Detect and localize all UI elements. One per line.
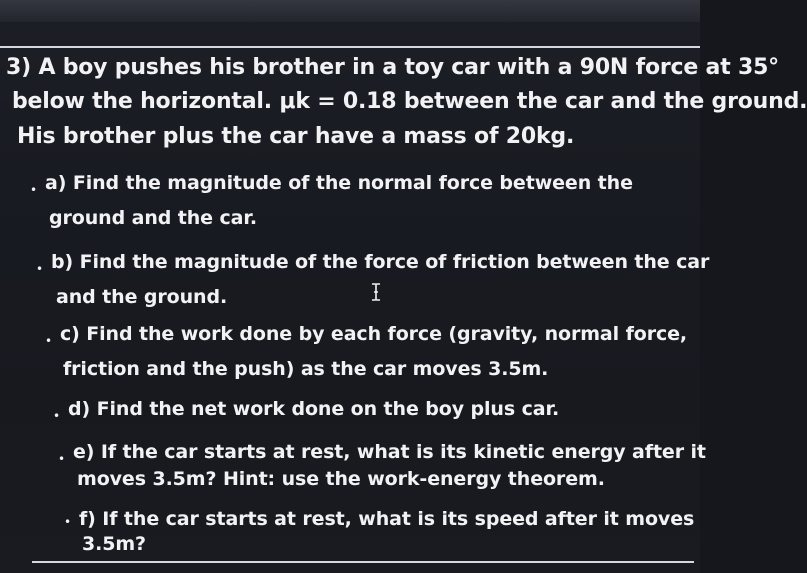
- part-c-line-1: c) Find the work done by each force (gravity, normal force,: [60, 323, 688, 345]
- part-d-line-1: d) Find the net work done on the boy plus car.: [68, 398, 560, 420]
- part-f-line-1: f) If the car starts at rest, what is its speed after it moves: [79, 508, 695, 530]
- bullet-icon: •: [45, 334, 53, 348]
- question-line-3: His brother plus the car have a mass of 20kg.: [17, 124, 575, 149]
- part-f-line-2: 3.5m?: [82, 533, 146, 555]
- part-a-line-1: a) Find the magnitude of the normal force between the: [45, 172, 633, 194]
- bullet-icon: •: [30, 183, 38, 197]
- top-divider: [0, 46, 700, 48]
- question-line-1: [6, 55, 779, 80]
- bottom-divider: [32, 561, 694, 563]
- text-cursor-icon: [371, 283, 381, 301]
- bullet-icon: •: [58, 452, 66, 466]
- part-a-line-2: ground and the car.: [49, 207, 258, 229]
- bullet-icon: •: [64, 515, 72, 529]
- part-b-line-1: b) Find the magnitude of the force of friction between the car: [51, 251, 710, 273]
- part-e-line-1: e) If the car starts at rest, what is its kinetic energy after it: [73, 441, 706, 463]
- part-c-line-2: friction and the push) as the car moves 3.5m.: [63, 358, 549, 380]
- question-number: 3): [6, 55, 31, 80]
- question-line-1-text: A boy pushes his brother in a toy car with a 90N force at 35°: [38, 55, 779, 80]
- part-b-line-2: and the ground.: [56, 286, 228, 308]
- bullet-icon: •: [53, 409, 61, 423]
- screen-bezel: [0, 0, 700, 22]
- question-line-2: below the horizontal. μk = 0.18 between the car and the ground.: [12, 89, 807, 114]
- part-e-line-2: moves 3.5m? Hint: use the work-energy theorem.: [77, 468, 605, 490]
- bullet-icon: •: [36, 262, 44, 276]
